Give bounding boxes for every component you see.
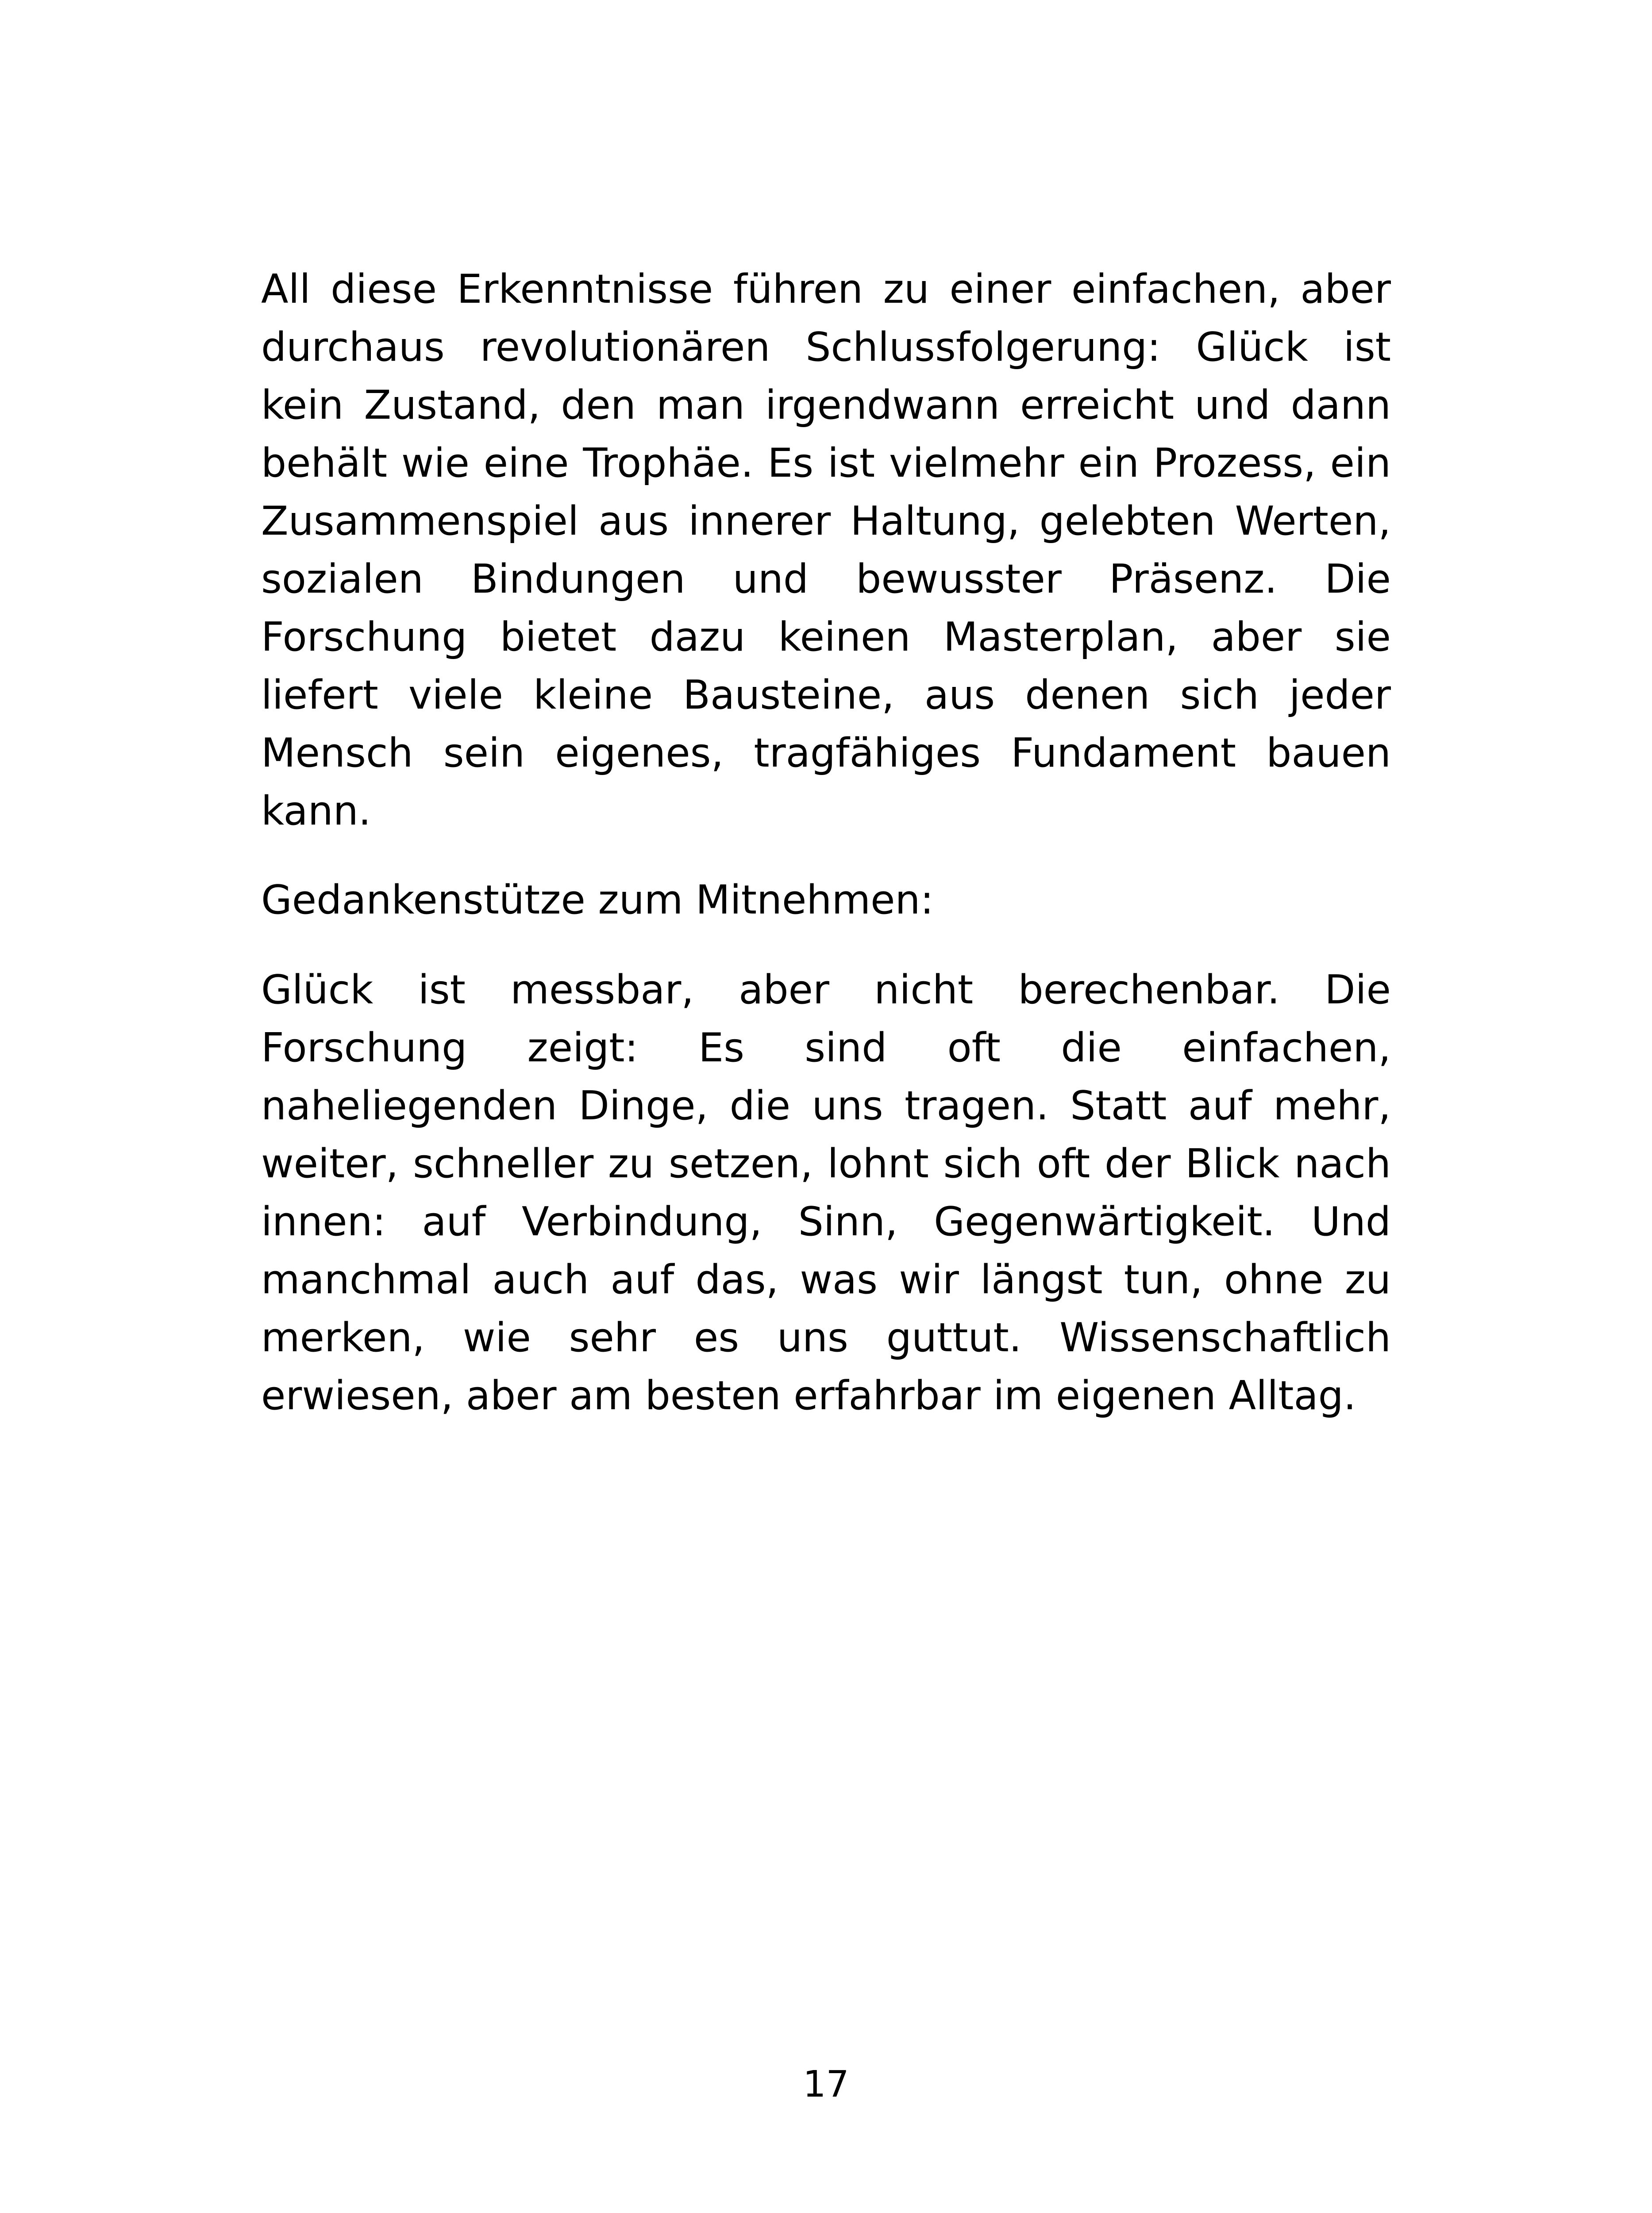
body-text xyxy=(261,260,1391,1425)
page-number: 17 xyxy=(803,2063,849,2105)
paragraph-heading-takeaway: Gedankenstütze zum Mitnehmen: xyxy=(261,877,934,923)
paragraph-takeaway: Glück ist messbar, aber nicht berechenbar. Die Forschung zeigt: Es sind oft die einfachen, naheliegenden Dinge, die uns tragen. Statt auf mehr, weiter, schneller zu setzen, lohnt sich oft der Blick nach innen: auf Verbindung, Sinn, Gegenwärtigkeit. Und manchmal auch auf das, was wir längst tun, ohne zu merken, wie sehr es uns guttut. Wissenschaftlich erwiesen, aber am besten erfahrbar im eigenen Alltag. xyxy=(261,967,1391,1419)
paragraph-conclusion: All diese Erkenntnisse führen zu einer einfachen, aber durchaus revolutionären Schlussfolgerung: Glück ist kein Zustand, den man irgendwann erreicht und dann behält wie eine Trophäe. Es ist vielmehr ein Prozess, ein Zusammenspiel aus innerer Haltung, gelebten Werten, sozialen Bindungen und bewusster Präsenz. Die Forschung bietet dazu keinen Masterplan, aber sie liefert viele kleine Bausteine, aus denen sich jeder Mensch sein eigenes, tragfähiges Fundament bauen kann. xyxy=(261,266,1391,834)
